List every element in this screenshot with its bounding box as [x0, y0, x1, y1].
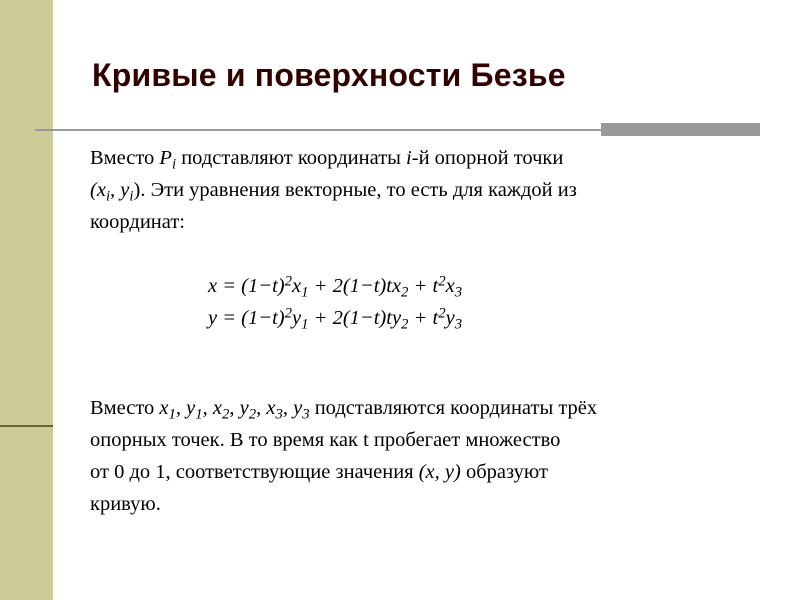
sup: 2 — [284, 305, 292, 322]
sub: 2 — [222, 406, 230, 423]
sub: 3 — [302, 406, 310, 423]
sidebar-divider — [0, 425, 53, 427]
eq-part: x = (1−t) — [208, 275, 285, 297]
sup: 2 — [438, 273, 446, 290]
sep: , — [175, 397, 187, 419]
var: x — [159, 397, 169, 419]
var: y — [239, 397, 249, 419]
title-rule-block — [601, 123, 760, 136]
spacer — [90, 334, 780, 360]
var: y — [293, 397, 303, 419]
var-P: P — [159, 147, 172, 169]
eq-part: y — [445, 307, 455, 329]
sub-i: i — [129, 188, 134, 205]
slide-body — [90, 142, 780, 520]
sub: 1 — [195, 406, 203, 423]
spacer — [90, 238, 780, 270]
var-i: i — [406, 147, 412, 169]
paragraph1-line3: координат: — [90, 211, 185, 233]
eq-part: y = (1−t) — [208, 307, 285, 329]
sub: 2 — [248, 406, 257, 423]
sub: 1 — [301, 316, 309, 333]
sub: 3 — [275, 406, 283, 423]
sub: 3 — [454, 316, 463, 333]
text: подставляют координаты — [176, 147, 407, 169]
sub: 3 — [454, 284, 463, 301]
text: от 0 до 1, соответствующие значения — [90, 461, 419, 483]
sub-i: i — [105, 188, 111, 205]
sep: , — [229, 397, 240, 419]
sep: , — [256, 397, 267, 419]
spacer — [90, 360, 780, 392]
equation-x — [90, 270, 780, 302]
equation-y — [90, 302, 780, 334]
eq-part: y — [292, 307, 302, 329]
paragraph1-line1 — [90, 142, 780, 174]
text: Вместо — [90, 147, 160, 169]
paragraph2-line2: опорных точек. В то время как t пробегает множество — [90, 429, 561, 451]
var-xy: (x, y) — [418, 461, 461, 483]
title-rule — [35, 129, 601, 131]
sub-i: i — [171, 156, 177, 173]
var: x — [212, 397, 222, 419]
sup: 2 — [438, 305, 446, 322]
paragraph1-line2 — [90, 174, 780, 206]
text: образуют — [460, 461, 548, 483]
sidebar-decoration — [0, 0, 53, 600]
sub: 2 — [401, 316, 409, 333]
var-x: (x — [90, 179, 106, 201]
sep: , — [282, 397, 294, 419]
paragraph2-line4: кривую. — [90, 493, 161, 515]
eq-part: + 2(1−t)tx — [308, 275, 402, 297]
eq-part: + t — [408, 307, 439, 329]
sub: 2 — [401, 284, 409, 301]
slide-title: Кривые и поверхности Безье — [92, 57, 566, 93]
text: -й опорной точки — [411, 147, 564, 169]
text: ). Эти уравнения векторные, то есть для каждой из — [133, 179, 577, 201]
paragraph2-line3 — [90, 456, 780, 488]
text: Вместо — [90, 397, 160, 419]
eq-part: x — [292, 275, 302, 297]
text: подставляются координаты трёх — [309, 397, 598, 419]
var: x — [266, 397, 276, 419]
var: y — [186, 397, 196, 419]
sub: 1 — [168, 406, 176, 423]
sup: 2 — [284, 273, 292, 290]
var-y: , y — [110, 179, 130, 201]
eq-part: + t — [408, 275, 439, 297]
eq-part: x — [445, 275, 455, 297]
eq-part: + 2(1−t)ty — [308, 307, 402, 329]
sub: 1 — [301, 284, 309, 301]
paragraph2-line1 — [90, 392, 780, 424]
sep: , — [202, 397, 213, 419]
